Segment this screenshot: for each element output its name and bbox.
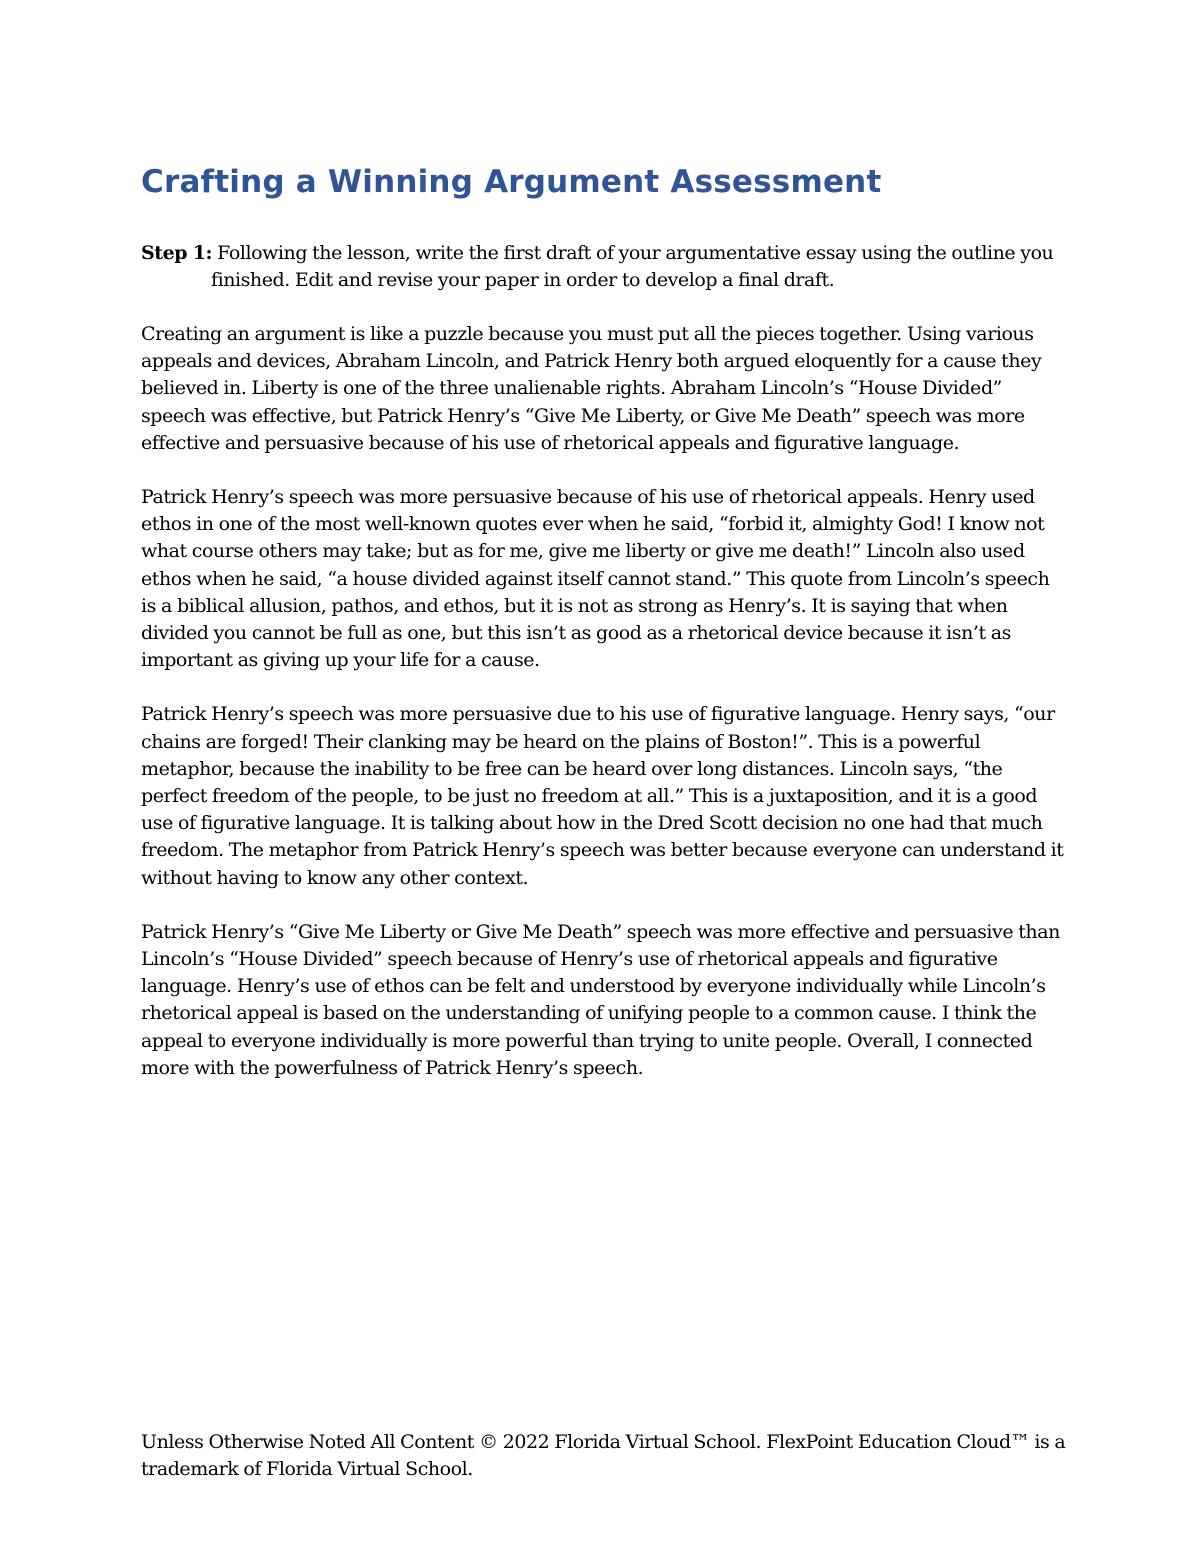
step-instruction (141, 240, 1066, 294)
document-body (141, 160, 1066, 1082)
document-title: Crafting a Winning Argument Assessment (141, 164, 882, 200)
step-text: Following the lesson, write the first draft of your argumentative essay using the outline you finished. Edit and revise your paper in order to develop a final draft. (211, 242, 1054, 291)
essay-paragraph-conclusion: Patrick Henry’s “Give Me Liberty or Give Me Death” speech was more effective and persuasive than Lincoln’s “House Divided” speech because of Henry’s use of rhetorical appeals and figurative language. Henry’s use of ethos can be felt and understood by everyone individually while Lincoln’s rhetorical appeal is based on the understanding of unifying people to a common cause. I think the appeal to everyone individually is more powerful than trying to unite people. Overall, I connected more with the powerfulness of Patrick Henry’s speech. (141, 920, 1060, 1079)
essay-paragraph-intro: Creating an argument is like a puzzle because you must put all the pieces together. Using various appeals and devices, Abraham Lincoln, and Patrick Henry both argued eloquently for a cause they believed in. Liberty is one of the three unalienable rights. Abraham Lincoln’s “House Divided” speech was effective, but Patrick Henry’s “Give Me Liberty, or Give Me Death” speech was more effective and persuasive because of his use of rhetorical appeals and figurative language. (141, 323, 1042, 454)
essay-paragraph-appeals: Patrick Henry’s speech was more persuasive because of his use of rhetorical appeals. Henry used ethos in one of the most well-known quotes ever when he said, “forbid it, almighty God! I know not what course others may take; but as for me, give me liberty or give me death!” Lincoln also used ethos when he said, “a house divided against itself cannot stand.” This quote from Lincoln’s speech is a biblical allusion, pathos, and ethos, but it is not as strong as Henry’s. It is saying that when divided you cannot be full as one, but this isn’t as good as a rhetorical device because it isn’t as important as giving up your life for a cause. (141, 486, 1050, 672)
essay-paragraph-figurative: Patrick Henry’s speech was more persuasive due to his use of figurative language. Henry says, “our chains are forged! Their clanking may be heard on the plains of Boston!”. This is a powerful metaphor, because the inability to be free can be heard over long distances. Lincoln says, “the perfect freedom of the people, to be just no freedom at all.” This is a juxtaposition, and it is a good use of figurative language. It is talking about how in the Dred Scott decision no one had that much freedom. The metaphor from Patrick Henry’s speech was better because everyone can understand it without having to know any other context. (141, 703, 1064, 889)
copyright-footer: Unless Otherwise Noted All Content © 2022 Florida Virtual School. FlexPoint Education Cloud™ is a trademark of Florida Virtual School. (141, 1431, 1066, 1480)
step-label: Step 1: (141, 242, 213, 264)
